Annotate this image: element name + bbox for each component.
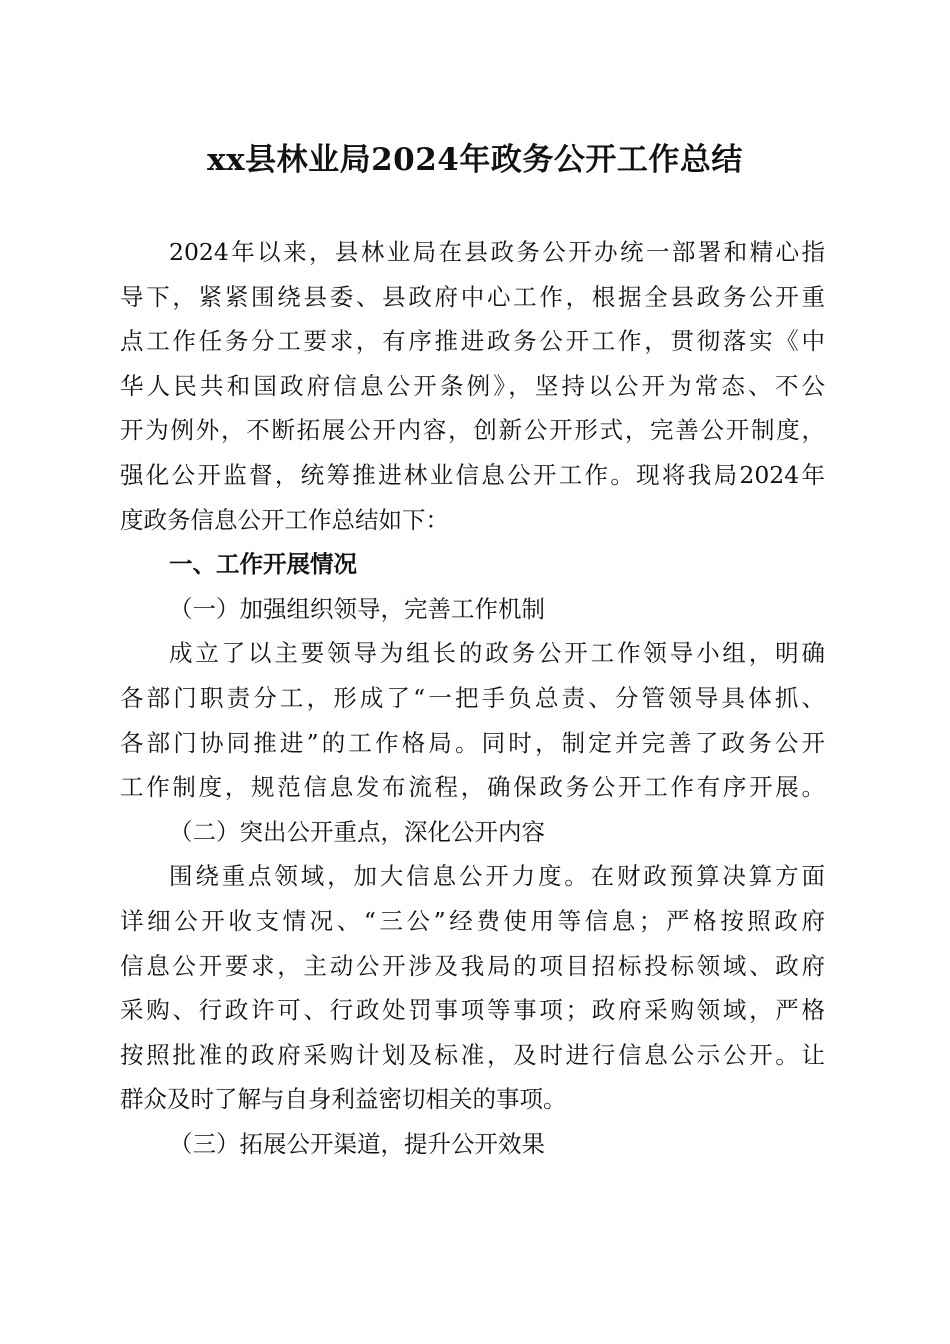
document-title: xx县林业局2024年政务公开工作总结 [207, 142, 743, 178]
paragraph-line: 导下，紧紧围绕县委、县政府中心工作，根据全县政务公开重 [120, 282, 825, 311]
subsection-heading: （一）加强组织领导，完善工作机制 [169, 594, 545, 623]
paragraph-line: 开为例外，不断拓展公开内容，创新公开形式，完善公开制度， [120, 416, 825, 445]
paragraph-line: 2024年以来，县林业局在县政务公开办统一部署和精心指 [169, 238, 825, 266]
section-heading: 一、工作开展情况 [169, 550, 357, 579]
paragraph-line: 度政务信息公开工作总结如下： [120, 505, 449, 534]
document-body [120, 230, 825, 1166]
paragraph-line: 群众及时了解与自身利益密切相关的事项。 [120, 1085, 567, 1114]
paragraph-line: 工作制度，规范信息发布流程，确保政务公开工作有序开展。 [120, 773, 825, 802]
paragraph-line: 信息公开要求，主动公开涉及我局的项目招标投标领域、政府 [120, 951, 825, 980]
paragraph-line: 点工作任务分工要求，有序推进政务公开工作，贯彻落实《中 [120, 327, 825, 356]
subsection-heading: （三）拓展公开渠道，提升公开效果 [169, 1129, 545, 1158]
paragraph-line: 强化公开监督，统筹推进林业信息公开工作。现将我局2024年 [120, 460, 825, 489]
paragraph-line: 成立了以主要领导为组长的政务公开工作领导小组，明确 [169, 639, 825, 668]
paragraph-line: 各部门协同推进”的工作格局。同时，制定并完善了政务公开 [120, 728, 825, 757]
paragraph-line: 详细公开收支情况、“三公”经费使用等信息；严格按照政府 [120, 906, 825, 935]
paragraph-line: 各部门职责分工，形成了“一把手负总责、分管领导具体抓、 [120, 683, 825, 712]
paragraph-line: 按照批准的政府采购计划及标准，及时进行信息公示公开。让 [120, 1040, 825, 1069]
paragraph-line: 围绕重点领域，加大信息公开力度。在财政预算决算方面 [169, 862, 825, 891]
paragraph-line: 华人民共和国政府信息公开条例》，坚持以公开为常态、不公 [120, 371, 825, 400]
subsection-heading: （二）突出公开重点，深化公开内容 [169, 817, 545, 846]
paragraph-line: 采购、行政许可、行政处罚事项等事项；政府采购领域，严格 [120, 996, 825, 1025]
